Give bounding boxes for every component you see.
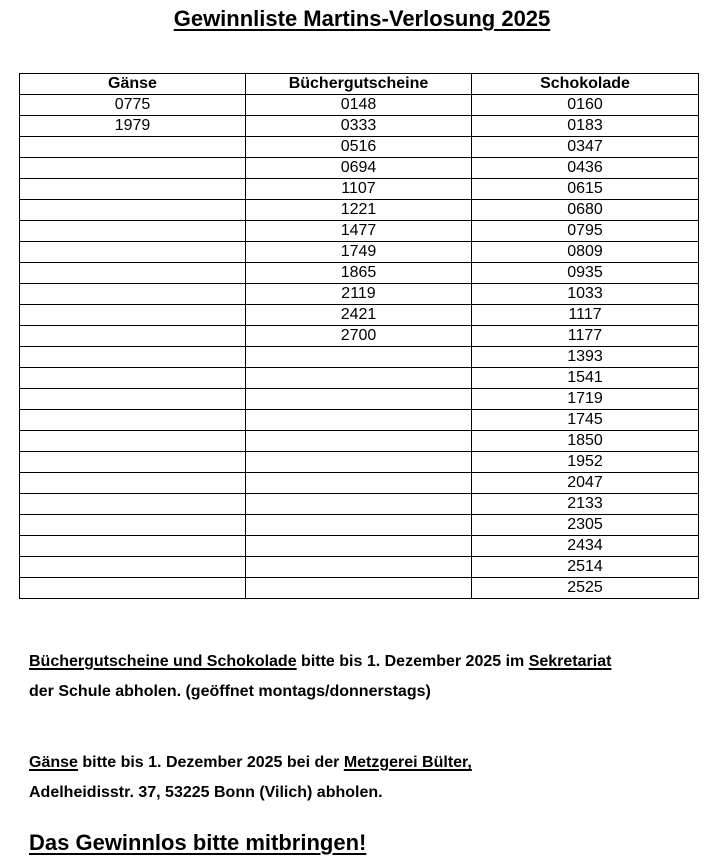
cell-buechergutscheine: 2421	[246, 305, 472, 326]
cell-schokolade: 0680	[472, 200, 699, 221]
note-geese-line2: Adelheidisstr. 37, 53225 Bonn (Vilich) abholen.	[29, 784, 383, 801]
note-geese	[29, 748, 472, 808]
table-row	[20, 410, 699, 431]
cell-gaense	[20, 158, 246, 179]
cell-gaense	[20, 410, 246, 431]
note-books-chocolate	[29, 647, 611, 707]
cell-schokolade: 0795	[472, 221, 699, 242]
table-row	[20, 284, 699, 305]
cell-schokolade: 1393	[472, 347, 699, 368]
cell-buechergutscheine: 1107	[246, 179, 472, 200]
cell-buechergutscheine: 1865	[246, 263, 472, 284]
cell-schokolade: 2047	[472, 473, 699, 494]
cell-gaense	[20, 494, 246, 515]
cell-buechergutscheine	[246, 452, 472, 473]
cell-schokolade: 1541	[472, 368, 699, 389]
cell-schokolade: 0347	[472, 137, 699, 158]
table-header-row	[20, 74, 699, 95]
table-row	[20, 473, 699, 494]
table-row	[20, 116, 699, 137]
cell-buechergutscheine	[246, 473, 472, 494]
cell-schokolade: 0160	[472, 95, 699, 116]
cell-gaense	[20, 242, 246, 263]
table-row	[20, 326, 699, 347]
cell-schokolade: 1719	[472, 389, 699, 410]
cell-schokolade: 2434	[472, 536, 699, 557]
cell-gaense	[20, 221, 246, 242]
note-books-line1	[29, 647, 611, 677]
note-books-place: Sekretariat	[528, 653, 612, 670]
cell-schokolade: 0935	[472, 263, 699, 284]
table-row	[20, 221, 699, 242]
cell-buechergutscheine	[246, 557, 472, 578]
cell-buechergutscheine	[246, 494, 472, 515]
header-schokolade: Schokolade	[472, 74, 699, 95]
cell-gaense	[20, 179, 246, 200]
note-geese-text: bitte bis 1. Dezember 2025 bei der	[77, 754, 344, 771]
cell-buechergutscheine: 0148	[246, 95, 472, 116]
table-row	[20, 137, 699, 158]
cell-schokolade: 2133	[472, 494, 699, 515]
table-row	[20, 431, 699, 452]
cell-schokolade: 1952	[472, 452, 699, 473]
final-reminder: Das Gewinnlos bitte mitbringen!	[29, 830, 367, 855]
winners-table	[19, 73, 699, 599]
cell-schokolade: 1177	[472, 326, 699, 347]
table-row	[20, 494, 699, 515]
cell-schokolade: 1745	[472, 410, 699, 431]
cell-buechergutscheine	[246, 536, 472, 557]
cell-buechergutscheine: 2700	[246, 326, 472, 347]
table-row	[20, 515, 699, 536]
table-row	[20, 452, 699, 473]
cell-schokolade: 2305	[472, 515, 699, 536]
cell-buechergutscheine: 1749	[246, 242, 472, 263]
cell-gaense	[20, 557, 246, 578]
cell-buechergutscheine: 0333	[246, 116, 472, 137]
cell-gaense	[20, 515, 246, 536]
table-row	[20, 158, 699, 179]
table-row	[20, 179, 699, 200]
cell-gaense	[20, 536, 246, 557]
cell-buechergutscheine	[246, 515, 472, 536]
table-row	[20, 200, 699, 221]
cell-gaense	[20, 368, 246, 389]
table-row	[20, 263, 699, 284]
cell-schokolade: 0615	[472, 179, 699, 200]
cell-buechergutscheine	[246, 578, 472, 599]
cell-gaense	[20, 431, 246, 452]
cell-buechergutscheine	[246, 368, 472, 389]
cell-buechergutscheine: 1477	[246, 221, 472, 242]
cell-buechergutscheine: 2119	[246, 284, 472, 305]
cell-gaense	[20, 305, 246, 326]
cell-buechergutscheine: 0516	[246, 137, 472, 158]
cell-gaense	[20, 284, 246, 305]
cell-gaense	[20, 263, 246, 284]
cell-gaense	[20, 326, 246, 347]
cell-schokolade: 1850	[472, 431, 699, 452]
cell-schokolade: 0183	[472, 116, 699, 137]
table-row	[20, 305, 699, 326]
table-row	[20, 389, 699, 410]
cell-gaense	[20, 347, 246, 368]
table-row	[20, 242, 699, 263]
cell-gaense	[20, 452, 246, 473]
cell-schokolade: 2514	[472, 557, 699, 578]
document-title	[0, 6, 714, 32]
cell-schokolade: 0436	[472, 158, 699, 179]
table-row	[20, 368, 699, 389]
table-row	[20, 557, 699, 578]
cell-gaense: 1979	[20, 116, 246, 137]
cell-buechergutscheine: 1221	[246, 200, 472, 221]
cell-schokolade: 1117	[472, 305, 699, 326]
note-books-line2: der Schule abholen. (geöffnet montags/donnerstags)	[29, 683, 431, 700]
cell-schokolade: 1033	[472, 284, 699, 305]
cell-gaense	[20, 473, 246, 494]
table-row	[20, 95, 699, 116]
cell-buechergutscheine	[246, 410, 472, 431]
note-books-items: Büchergutscheine und Schokolade	[29, 653, 297, 670]
cell-buechergutscheine: 0694	[246, 158, 472, 179]
cell-buechergutscheine	[246, 389, 472, 410]
cell-schokolade: 0809	[472, 242, 699, 263]
cell-gaense	[20, 389, 246, 410]
header-buechergutscheine: Büchergutscheine	[246, 74, 472, 95]
header-gaense: Gänse	[20, 74, 246, 95]
cell-gaense: 0775	[20, 95, 246, 116]
cell-gaense	[20, 200, 246, 221]
note-geese-item: Gänse	[29, 754, 78, 771]
cell-buechergutscheine	[246, 431, 472, 452]
note-geese-line1	[29, 748, 472, 778]
title-text: Gewinnliste Martins-Verlosung 2025	[173, 6, 551, 31]
cell-schokolade: 2525	[472, 578, 699, 599]
cell-buechergutscheine	[246, 347, 472, 368]
cell-gaense	[20, 578, 246, 599]
note-geese-place: Metzgerei Bülter,	[343, 754, 472, 771]
table-row	[20, 578, 699, 599]
note-books-text: bitte bis 1. Dezember 2025 im	[296, 653, 529, 670]
table-row	[20, 347, 699, 368]
table-row	[20, 536, 699, 557]
cell-gaense	[20, 137, 246, 158]
